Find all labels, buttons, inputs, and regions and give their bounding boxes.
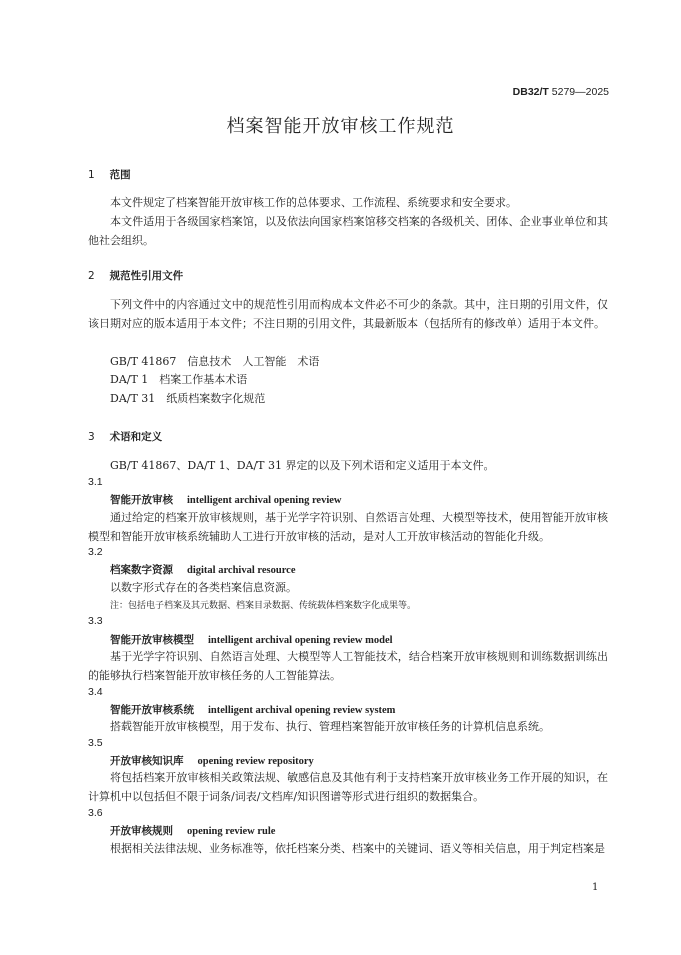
term-english: opening review rule bbox=[187, 826, 276, 837]
standard-code-prefix: DB32/T bbox=[512, 86, 549, 98]
section-heading-references bbox=[88, 268, 183, 283]
section-title: 范围 bbox=[109, 169, 131, 181]
scope-paragraph-1: 本文件规定了档案智能开放审核工作的总体要求、工作流程、系统要求和安全要求。 bbox=[110, 196, 517, 209]
term-english: opening review repository bbox=[197, 756, 314, 767]
term-heading bbox=[110, 753, 314, 768]
term-english: intelligent archival opening review model bbox=[208, 635, 393, 646]
reference-item: DA/T 1 档案工作基本术语 bbox=[110, 373, 248, 386]
standard-code bbox=[513, 86, 609, 98]
term-definition: 以数字形式存在的各类档案信息资源。 bbox=[110, 581, 297, 594]
term-chinese: 档案数字资源 bbox=[110, 564, 173, 576]
term-number: 3.3 bbox=[88, 615, 103, 627]
reference-item: DA/T 31 纸质档案数字化规范 bbox=[110, 392, 266, 405]
term-english: digital archival resource bbox=[187, 565, 296, 576]
section-number: 2 bbox=[88, 270, 95, 282]
term-chinese: 开放审核规则 bbox=[110, 825, 173, 837]
term-definition: 将包括档案开放审核相关政策法规、敏感信息及其他有利于支持档案开放审核业务工作开展的知识，在计算机中以包括但不限于词条/词表/文档库/知识图谱等形式进行组织的数据集合。 bbox=[88, 771, 608, 803]
page-number: 1 bbox=[592, 882, 599, 893]
section-number: 3 bbox=[88, 431, 95, 443]
document-title: 档案智能开放审核工作规范 bbox=[226, 116, 455, 137]
term-heading bbox=[110, 562, 296, 577]
terms-intro: GB/T 41867、DA/T 1、DA/T 31 界定的以及下列术语和定义适用于本文件。 bbox=[110, 459, 495, 472]
term-definition: 根据相关法律法规、业务标准等，依托档案分类、档案中的关键词、语义等相关信息，用于判定档案是 bbox=[110, 842, 605, 855]
term-english: intelligent archival opening review system bbox=[208, 705, 396, 716]
term-note: 注：包括电子档案及其元数据、档案目录数据、传统载体档案数字化成果等。 bbox=[110, 601, 417, 611]
term-number: 3.2 bbox=[88, 546, 103, 558]
term-heading bbox=[110, 823, 275, 838]
term-chinese: 智能开放审核 bbox=[110, 494, 173, 506]
term-definition: 通过给定的档案开放审核规则，基于光学字符识别、自然语言处理、大模型等技术，使用智能开放审核模型和智能开放审核系统辅助人工进行开放审核的活动，是对人工开放审核活动的智能化升级。 bbox=[88, 511, 608, 543]
section-title: 规范性引用文件 bbox=[109, 270, 184, 282]
term-chinese: 智能开放审核系统 bbox=[110, 704, 194, 716]
term-definition: 基于光学字符识别、自然语言处理、大模型等人工智能技术，结合档案开放审核规则和训练数据训练出的能够执行档案智能开放审核任务的人工智能算法。 bbox=[88, 650, 608, 682]
term-heading bbox=[110, 492, 341, 507]
section-heading-scope bbox=[88, 167, 131, 182]
term-number: 3.6 bbox=[88, 807, 103, 819]
section-heading-terms bbox=[88, 429, 162, 444]
term-chinese: 智能开放审核模型 bbox=[110, 634, 194, 646]
term-heading bbox=[110, 702, 395, 717]
term-english: intelligent archival opening review bbox=[187, 495, 342, 506]
section-number: 1 bbox=[88, 169, 95, 181]
standard-code-number: 5279—2025 bbox=[548, 86, 609, 98]
term-chinese: 开放审核知识库 bbox=[110, 755, 184, 767]
term-number: 3.5 bbox=[88, 737, 103, 749]
term-number: 3.1 bbox=[88, 476, 103, 488]
term-heading bbox=[110, 632, 393, 647]
term-definition: 搭载智能开放审核模型，用于发布、执行、管理档案智能开放审核任务的计算机信息系统。 bbox=[110, 720, 550, 733]
term-number: 3.4 bbox=[88, 686, 103, 698]
section-title: 术语和定义 bbox=[109, 431, 163, 443]
reference-item: GB/T 41867 信息技术 人工智能 术语 bbox=[110, 355, 320, 368]
references-intro: 下列文件中的内容通过文中的规范性引用而构成本文件必不可少的条款。其中，注日期的引用文件，仅该日期对应的版本适用于本文件；不注日期的引用文件，其最新版本（包括所有的修改单）适用于本文件。 bbox=[88, 298, 608, 330]
scope-paragraph-2: 本文件适用于各级国家档案馆，以及依法向国家档案馆移交档案的各级机关、团体、企业事业单位和其他社会组织。 bbox=[88, 215, 608, 247]
